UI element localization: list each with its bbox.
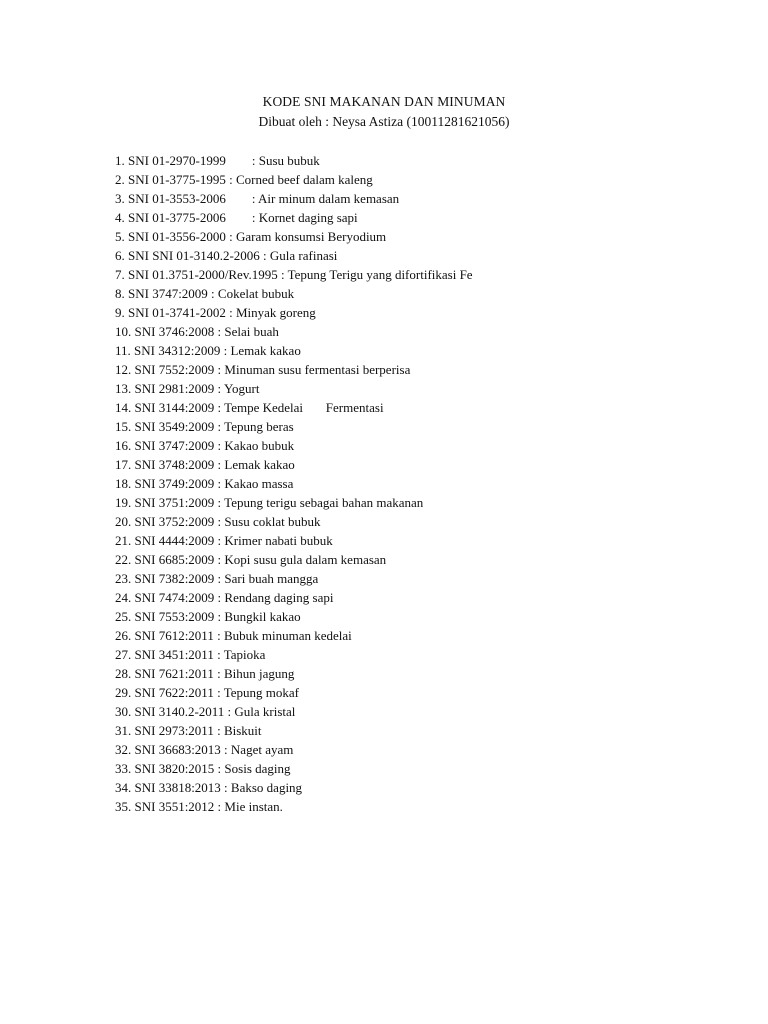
list-item: 20. SNI 3752:2009 : Susu coklat bubuk [115, 514, 321, 529]
list-item: 11. SNI 34312:2009 : Lemak kakao [115, 343, 301, 358]
list-item: 19. SNI 3751:2009 : Tepung terigu sebagai bahan makanan [115, 495, 424, 510]
list-item: 32. SNI 36683:2013 : Naget ayam [115, 742, 294, 757]
list-item: 27. SNI 3451:2011 : Tapioka [115, 647, 266, 662]
list-item: 10. SNI 3746:2008 : Selai buah [115, 324, 279, 339]
list-item: 7. SNI 01.3751-2000/Rev.1995 : Tepung Terigu yang difortifikasi Fe [115, 267, 473, 282]
list-item: 23. SNI 7382:2009 : Sari buah mangga [115, 571, 319, 586]
list-item: 12. SNI 7552:2009 : Minuman susu fermentasi berperisa [115, 362, 411, 377]
list-item: 24. SNI 7474:2009 : Rendang daging sapi [115, 590, 334, 605]
sni-code-list [115, 151, 735, 816]
list-item: 29. SNI 7622:2011 : Tepung mokaf [115, 685, 299, 700]
list-item: 18. SNI 3749:2009 : Kakao massa [115, 476, 294, 491]
list-item: 17. SNI 3748:2009 : Lemak kakao [115, 457, 295, 472]
list-item: 33. SNI 3820:2015 : Sosis daging [115, 761, 291, 776]
document-title: KODE SNI MAKANAN DAN MINUMAN [262, 94, 506, 109]
list-item: 8. SNI 3747:2009 : Cokelat bubuk [115, 286, 295, 301]
list-item: 22. SNI 6685:2009 : Kopi susu gula dalam kemasan [115, 552, 387, 567]
list-item: 3. SNI 01-3553-2006 : Air minum dalam kemasan [115, 191, 400, 206]
list-item: 30. SNI 3140.2-2011 : Gula kristal [115, 704, 296, 719]
list-item: 26. SNI 7612:2011 : Bubuk minuman kedelai [115, 628, 352, 643]
list-item: 4. SNI 01-3775-2006 : Kornet daging sapi [115, 210, 358, 225]
list-item: 1. SNI 01-2970-1999 : Susu bubuk [115, 153, 320, 168]
list-item: 5. SNI 01-3556-2000 : Garam konsumsi Beryodium [115, 229, 387, 244]
list-item: 6. SNI SNI 01-3140.2-2006 : Gula rafinasi [115, 248, 338, 263]
document-subtitle: Dibuat oleh : Neysa Astiza (10011281621056) [258, 114, 510, 129]
list-item: 9. SNI 01-3741-2002 : Minyak goreng [115, 305, 316, 320]
list-item: 16. SNI 3747:2009 : Kakao bubuk [115, 438, 295, 453]
list-item: 21. SNI 4444:2009 : Krimer nabati bubuk [115, 533, 333, 548]
list-item: 25. SNI 7553:2009 : Bungkil kakao [115, 609, 301, 624]
list-item: 28. SNI 7621:2011 : Bihun jagung [115, 666, 295, 681]
list-item: 31. SNI 2973:2011 : Biskuit [115, 723, 262, 738]
list-item: 2. SNI 01-3775-1995 : Corned beef dalam kaleng [115, 172, 373, 187]
list-item: 35. SNI 3551:2012 : Mie instan. [115, 799, 283, 814]
list-item: 13. SNI 2981:2009 : Yogurt [115, 381, 260, 396]
list-item: 15. SNI 3549:2009 : Tepung beras [115, 419, 294, 434]
list-item: 14. SNI 3144:2009 : Tempe Kedelai Fermentasi [115, 400, 384, 415]
list-item: 34. SNI 33818:2013 : Bakso daging [115, 780, 303, 795]
